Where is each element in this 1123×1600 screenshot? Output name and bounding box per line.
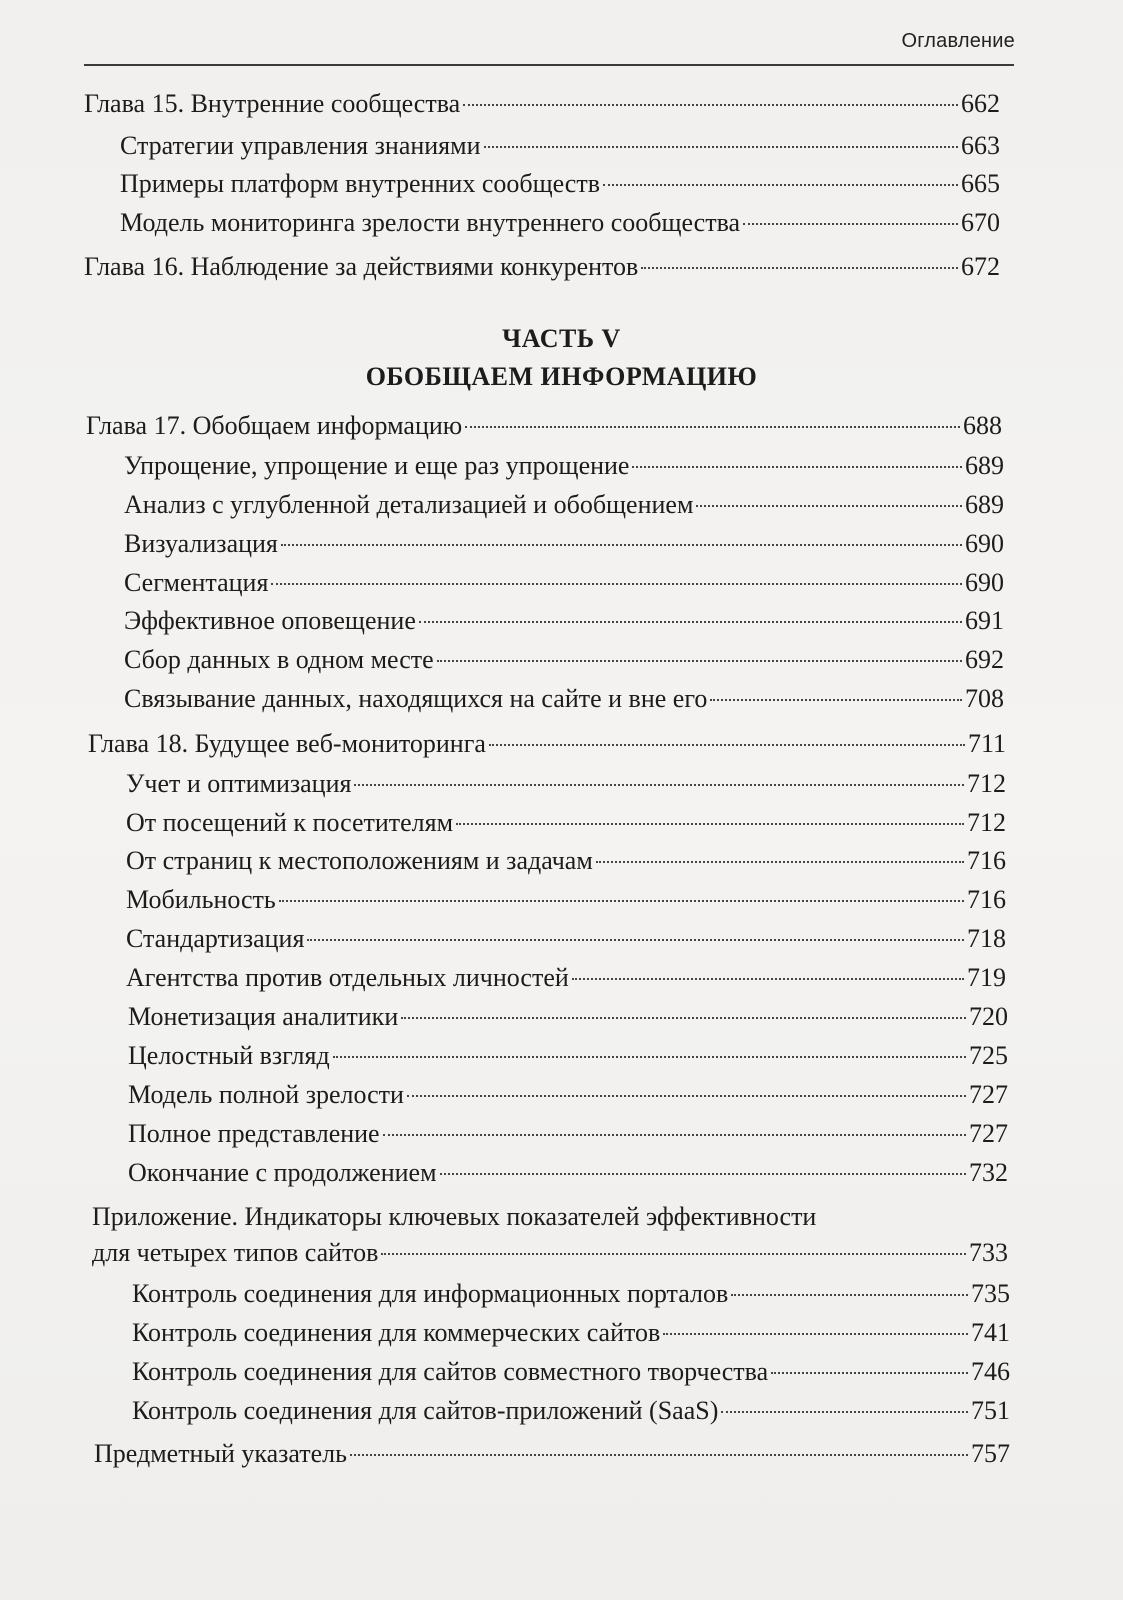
toc-entry-page: 712 bbox=[967, 808, 1006, 837]
toc-entry-page: 720 bbox=[969, 1002, 1008, 1031]
dot-leader bbox=[489, 744, 965, 746]
toc-entry-section bbox=[132, 1395, 1010, 1427]
toc-entry-label: Сбор данных в одном месте bbox=[124, 645, 434, 674]
dot-leader bbox=[407, 1095, 966, 1097]
dot-leader bbox=[354, 784, 964, 786]
dot-leader bbox=[641, 267, 958, 269]
toc-entry-label: Контроль соединения для коммерческих сайтов bbox=[132, 1318, 661, 1347]
toc-entry-label: Модель мониторинга зрелости внутреннего сообщества bbox=[120, 208, 741, 237]
toc-entry-section bbox=[124, 450, 1004, 482]
toc-entry-section bbox=[120, 207, 1000, 239]
toc-entry-page: 708 bbox=[965, 684, 1004, 713]
toc-entry-section bbox=[126, 845, 1006, 877]
toc-entry-page: 672 bbox=[961, 252, 1000, 281]
dot-leader bbox=[721, 1411, 968, 1413]
toc-entry-label: Стандартизация bbox=[126, 924, 305, 953]
dot-leader bbox=[456, 823, 964, 825]
toc-entry-page: 689 bbox=[965, 490, 1004, 519]
toc-entry-page: 691 bbox=[965, 606, 1004, 635]
dot-leader bbox=[281, 544, 962, 546]
toc-entry-section bbox=[132, 1356, 1010, 1388]
toc-entry-section bbox=[128, 1079, 1008, 1111]
toc-entry-page: 688 bbox=[963, 411, 1002, 440]
toc-entry-chapter-15 bbox=[84, 88, 1000, 120]
toc-entry-section bbox=[124, 528, 1004, 560]
dot-leader bbox=[437, 660, 962, 662]
toc-entry-section bbox=[126, 923, 1006, 955]
toc-entry-label: Глава 17. Обобщаем информацию bbox=[86, 411, 463, 440]
toc-entry-label: Эффективное оповещение bbox=[124, 606, 416, 635]
toc-entry-section bbox=[128, 1001, 1008, 1033]
toc-entry-section bbox=[132, 1278, 1010, 1310]
dot-leader bbox=[484, 146, 958, 148]
toc-entry-page: 663 bbox=[961, 131, 1000, 160]
toc-entry-page: 757 bbox=[971, 1439, 1010, 1468]
part-number: ЧАСТЬ V bbox=[502, 324, 621, 353]
toc-entry-page: 690 bbox=[965, 568, 1004, 597]
toc-entry-section bbox=[124, 605, 1004, 637]
dot-leader bbox=[572, 978, 964, 980]
toc-entry-page: 725 bbox=[969, 1041, 1008, 1070]
toc-entry-section bbox=[128, 1118, 1008, 1150]
toc-entry-label: Контроль соединения для информационных порталов bbox=[132, 1279, 729, 1308]
appendix-title-line1: Приложение. Индикаторы ключевых показателей эффективности bbox=[92, 1202, 817, 1231]
toc-entry-page: 711 bbox=[967, 729, 1006, 758]
toc-entry-label: Целостный взгляд bbox=[128, 1041, 330, 1070]
dot-leader bbox=[333, 1056, 966, 1058]
toc-entry-section bbox=[128, 1040, 1008, 1072]
toc-entry-chapter-18 bbox=[88, 728, 1006, 760]
toc-entry-section bbox=[124, 567, 1004, 599]
toc-entry-page: 735 bbox=[971, 1279, 1010, 1308]
toc-entry-label: Анализ с углубленной детализацией и обобщением bbox=[124, 490, 694, 519]
dot-leader bbox=[632, 466, 962, 468]
toc-entry-section bbox=[124, 683, 1004, 715]
toc-entry-section bbox=[124, 489, 1004, 521]
toc-entry-label: Визуализация bbox=[124, 529, 278, 558]
toc-entry-section bbox=[132, 1317, 1010, 1349]
toc-entry-page: 746 bbox=[971, 1357, 1010, 1386]
toc-entry-page: 662 bbox=[961, 89, 1000, 118]
toc-entry-label: Учет и оптимизация bbox=[126, 769, 352, 798]
dot-leader bbox=[401, 1017, 966, 1019]
toc-entry-label: От страниц к местоположениям и задачам bbox=[126, 846, 593, 875]
toc-entry-label: Модель полной зрелости bbox=[128, 1080, 404, 1109]
toc-entry-appendix bbox=[92, 1237, 1008, 1269]
toc-entry-page: 727 bbox=[969, 1119, 1008, 1148]
dot-leader bbox=[663, 1333, 968, 1335]
toc-entry-page: 719 bbox=[967, 963, 1006, 992]
toc-entry-label: Примеры платформ внутренних сообществ bbox=[120, 169, 600, 198]
toc-entry-section bbox=[120, 168, 1000, 200]
dot-leader bbox=[771, 1372, 968, 1374]
dot-leader bbox=[596, 861, 964, 863]
part-title: ОБОБЩАЕМ ИНФОРМАЦИЮ bbox=[365, 362, 758, 391]
toc-entry-section bbox=[124, 644, 1004, 676]
toc-entry-page: 733 bbox=[969, 1238, 1008, 1267]
toc-entry-label: Полное представление bbox=[128, 1119, 380, 1148]
toc-entry-page: 741 bbox=[971, 1318, 1010, 1347]
toc-entry-index bbox=[94, 1438, 1010, 1470]
toc-entry-page: 718 bbox=[967, 924, 1006, 953]
toc-entry-label: Окончание с продолжением bbox=[128, 1158, 437, 1187]
dot-leader bbox=[710, 699, 962, 701]
toc-entry-page: 665 bbox=[961, 169, 1000, 198]
dot-leader bbox=[419, 621, 962, 623]
toc-entry-page: 727 bbox=[969, 1080, 1008, 1109]
toc-entry-chapter-17 bbox=[86, 410, 1002, 442]
toc-entry-page: 712 bbox=[967, 769, 1006, 798]
dot-leader bbox=[731, 1294, 968, 1296]
dot-leader bbox=[279, 900, 964, 902]
toc-entry-section bbox=[128, 1157, 1008, 1189]
toc-entry-section bbox=[120, 130, 1000, 162]
toc-entry-page: 692 bbox=[965, 645, 1004, 674]
toc-entry-label: Мобильность bbox=[126, 885, 276, 914]
header-rule bbox=[84, 64, 1014, 66]
toc-entry-label: Глава 15. Внутренние сообщества bbox=[84, 89, 461, 118]
toc-entry-section bbox=[126, 884, 1006, 916]
toc-entry-page: 670 bbox=[961, 208, 1000, 237]
toc-entry-label: Упрощение, упрощение и еще раз упрощение bbox=[124, 451, 630, 480]
toc-entry-label: Глава 16. Наблюдение за действиями конкурентов bbox=[84, 252, 639, 281]
dot-leader bbox=[307, 939, 964, 941]
toc-entry-page: 732 bbox=[969, 1158, 1008, 1187]
dot-leader bbox=[463, 104, 958, 106]
toc-entry-label: Контроль соединения для сайтов совместного творчества bbox=[132, 1357, 769, 1386]
toc-entry-section bbox=[126, 807, 1006, 839]
toc-entry-label: Глава 18. Будущее веб-мониторинга bbox=[88, 729, 486, 758]
toc-entry-label: Сегментация bbox=[124, 568, 269, 597]
dot-leader bbox=[271, 583, 962, 585]
toc-entry-label: Контроль соединения для сайтов-приложений (SaaS) bbox=[132, 1396, 719, 1425]
toc-entry-label: Предметный указатель bbox=[94, 1439, 348, 1468]
dot-leader bbox=[696, 505, 962, 507]
dot-leader bbox=[603, 184, 958, 186]
dot-leader bbox=[350, 1454, 968, 1456]
dot-leader bbox=[383, 1134, 966, 1136]
toc-entry-page: 690 bbox=[965, 529, 1004, 558]
toc-entry-section bbox=[126, 768, 1006, 800]
toc-entry-label: для четырех типов сайтов bbox=[92, 1238, 379, 1267]
dot-leader bbox=[465, 426, 960, 428]
toc-entry-label: От посещений к посетителям bbox=[126, 808, 454, 837]
toc-entry-label: Связывание данных, находящихся на сайте и вне его bbox=[124, 684, 708, 713]
dot-leader bbox=[381, 1253, 966, 1255]
toc-entry-label: Монетизация аналитики bbox=[128, 1002, 399, 1031]
running-head: Оглавление bbox=[901, 30, 1015, 52]
toc-entry-section bbox=[126, 962, 1006, 994]
toc-entry-chapter-16 bbox=[84, 251, 1000, 283]
dot-leader bbox=[743, 223, 958, 225]
dot-leader bbox=[440, 1173, 966, 1175]
toc-entry-page: 689 bbox=[965, 451, 1004, 480]
toc-entry-label: Стратегии управления знаниями bbox=[120, 131, 481, 160]
toc-entry-page: 716 bbox=[967, 846, 1006, 875]
toc-entry-label: Агентства против отдельных личностей bbox=[126, 963, 569, 992]
toc-entry-page: 751 bbox=[971, 1396, 1010, 1425]
toc-entry-page: 716 bbox=[967, 885, 1006, 914]
